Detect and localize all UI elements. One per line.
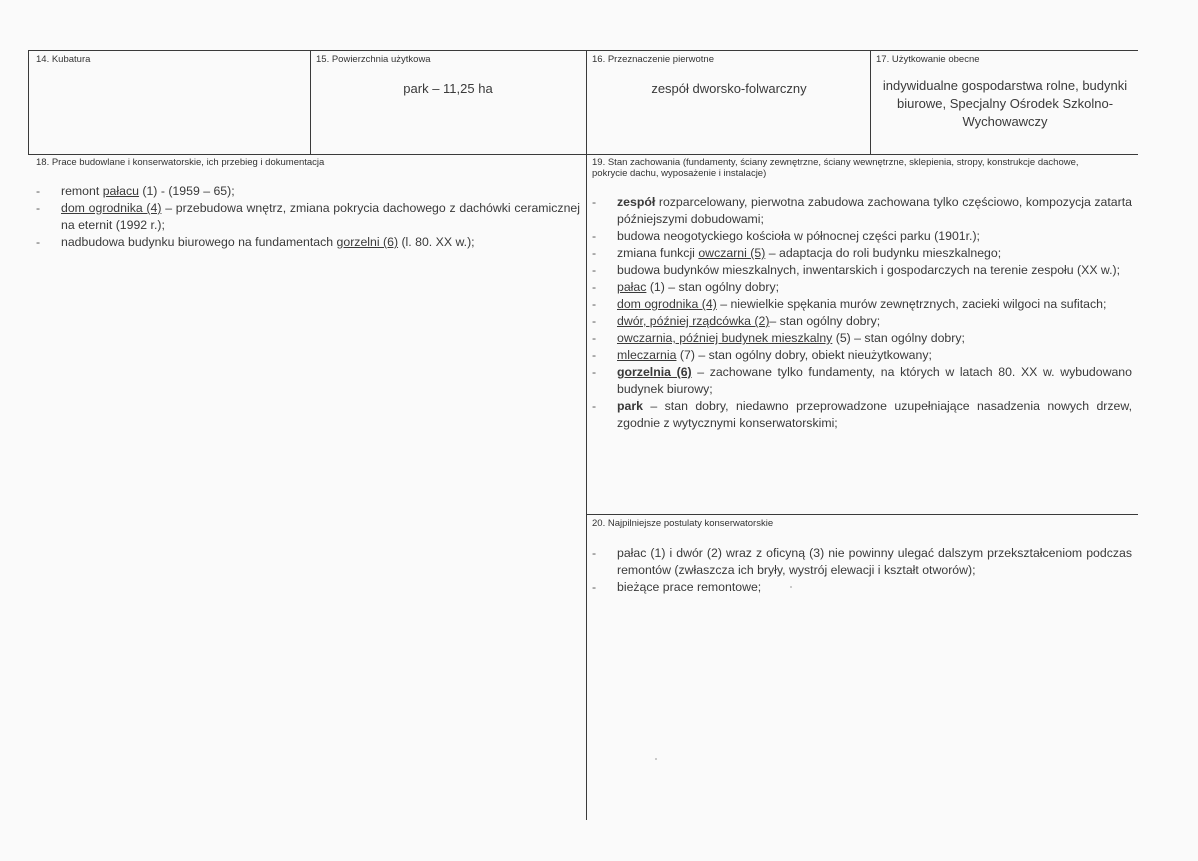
building-ref: dom ogrodnika (4)	[61, 201, 162, 215]
divider-16-17	[870, 50, 871, 155]
f15-caption: 15. Powierzchnia użytkowa	[316, 54, 431, 65]
center-divider	[586, 50, 587, 820]
building-ref: gorzelni (6)	[336, 235, 399, 249]
building-ref: dom ogrodnika (4)	[617, 297, 717, 311]
building-ref: pałac	[617, 280, 647, 294]
f17-value: indywidualne gospodarstwa rolne, budynki biurowe, Specjalny Ośrodek Szkolno-Wychowawczy	[882, 78, 1128, 129]
building-ref: pałacu	[102, 184, 139, 198]
f16-value: zespół dworsko-folwarczny	[651, 81, 807, 96]
f18-list	[36, 183, 580, 251]
scan-speck	[655, 758, 657, 760]
list-item: - pałac (1) i dwór (2) wraz z oficyną (3) nie powinny ulegać dalszym przekształceniom podczas remontów (zwłaszcza ich bryły, wystrój elewacji i kształt otworów);	[592, 545, 1132, 579]
list-item: - dom ogrodnika (4) – przebudowa wnętrz, zmiana pokrycia dachowego z dachówki ceramicznej na eternit (1992 r.);	[36, 200, 580, 234]
list-item: - nadbudowa budynku biurowego na fundamentach gorzelni (6) (l. 80. XX w.);	[36, 234, 580, 251]
f19-bottom-border	[586, 514, 1138, 515]
list-item: - budowa budynków mieszkalnych, inwentarskich i gospodarczych na terenie zespołu (XX w.);	[592, 262, 1132, 279]
f17-caption: 17. Użytkowanie obecne	[876, 54, 980, 65]
f18-caption: 18. Prace budowlane i konserwatorskie, ich przebieg i dokumentacja	[36, 157, 325, 168]
f16-caption: 16. Przeznaczenie pierwotne	[592, 54, 714, 65]
list-item: - remont pałacu (1) - (1959 – 65);	[36, 183, 580, 200]
list-item: - mleczarnia (7) – stan ogólny dobry, obiekt nieużytkowany;	[592, 347, 1132, 364]
list-item: - zespół rozparcelowany, pierwotna zabudowa zachowana tylko częściowo, kompozycja zatarta późniejszymi dobudowami;	[592, 194, 1132, 228]
f20-list	[592, 545, 1132, 596]
building-ref: dwór, później rządcówka (2)	[617, 314, 770, 328]
list-item: - bieżące prace remontowe;	[592, 579, 1132, 596]
f15-value: park – 11,25 ha	[403, 81, 493, 96]
f19-list	[592, 194, 1132, 432]
f14-caption: 14. Kubatura	[36, 54, 91, 65]
divider-14-15	[310, 50, 311, 155]
building-ref: owczarnia, później budynek mieszkalny	[617, 331, 833, 345]
f20-caption: 20. Najpilniejsze postulaty konserwatorskie	[592, 518, 774, 529]
building-ref: owczarni (5)	[698, 246, 766, 260]
building-ref: gorzelnia (6)	[617, 365, 692, 379]
list-item: - park – stan dobry, niedawno przeprowadzone uzupełniające nasadzenia nowych drzew, zgodnie z wytycznymi konserwatorskimi;	[592, 398, 1132, 432]
f19-caption: 19. Stan zachowania (fundamenty, ściany zewnętrzne, ściany wewnętrzne, sklepienia, stropy, konstrukcje dachowe, pokrycie dachu, wyposażenie i instalacje)	[592, 157, 1079, 179]
list-item: - gorzelnia (6) – zachowane tylko fundamenty, na których w latach 80. XX w. wybudowano budynek biurowy;	[592, 364, 1132, 398]
top-border	[28, 50, 1138, 51]
list-item: - zmiana funkcji owczarni (5) – adaptacja do roli budynku mieszkalnego;	[592, 245, 1132, 262]
list-item: - budowa neogotyckiego kościoła w północnej części parku (1901r.);	[592, 228, 1132, 245]
list-item: - dwór, później rządcówka (2)– stan ogólny dobry;	[592, 313, 1132, 330]
row1-bottom-border	[28, 154, 1138, 155]
list-item: - dom ogrodnika (4) – niewielkie spękania murów zewnętrznych, zacieki wilgoci na sufitach;	[592, 296, 1132, 313]
scan-speck	[790, 586, 792, 588]
building-ref: mleczarnia	[617, 348, 677, 362]
left-border	[28, 50, 29, 155]
list-item: - owczarnia, później budynek mieszkalny (5) – stan ogólny dobry;	[592, 330, 1132, 347]
list-item: - pałac (1) – stan ogólny dobry;	[592, 279, 1132, 296]
